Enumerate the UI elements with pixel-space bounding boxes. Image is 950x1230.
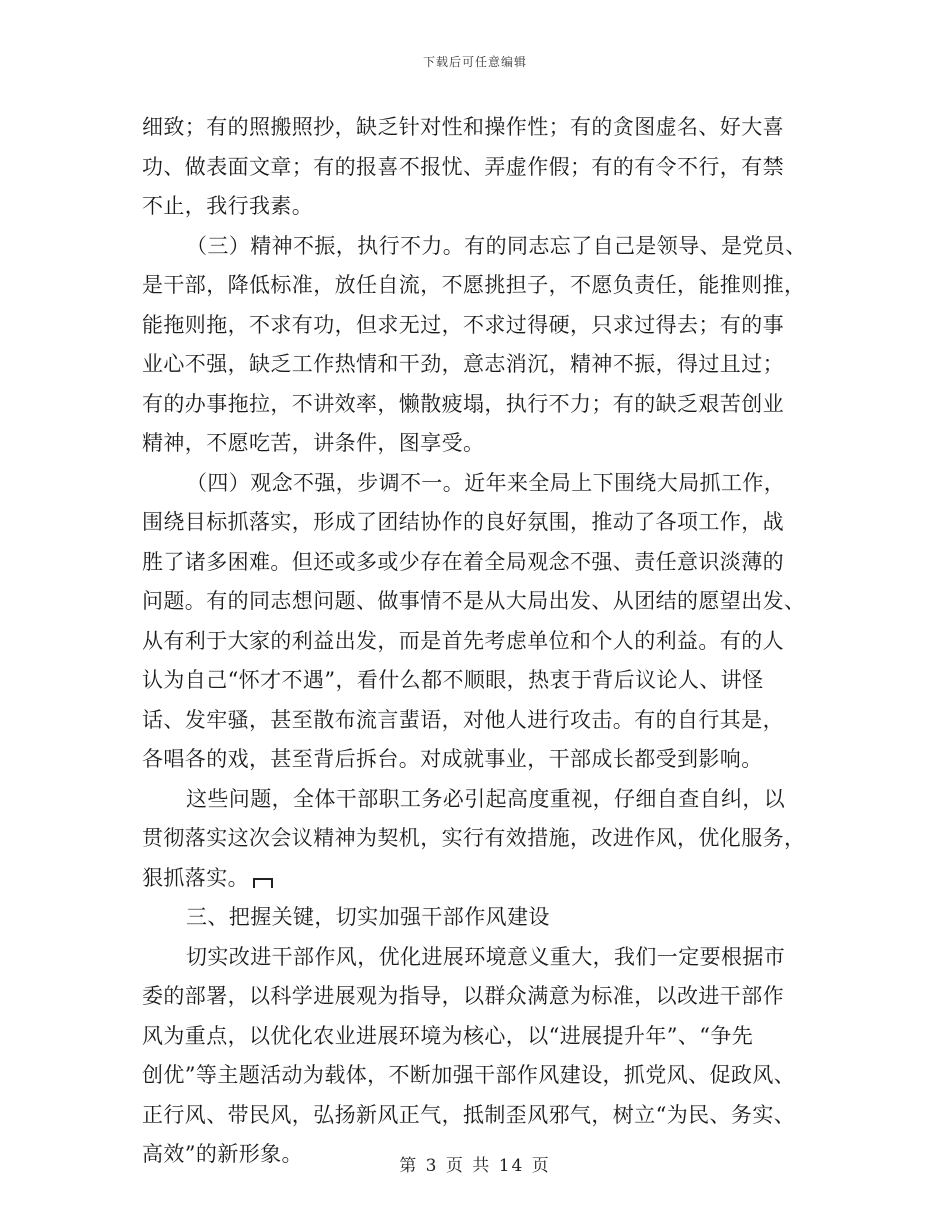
page-footer-number: 第 3 页 共 14 页 [399, 1156, 551, 1176]
text-line [142, 148, 812, 188]
text-line [142, 424, 812, 464]
text-line-content: （三）精神不振，执行不力。有的同志忘了自己是领导、是党员、 [186, 233, 807, 258]
text-line [142, 266, 812, 306]
text-line [142, 622, 812, 662]
text-line [142, 1096, 812, 1136]
edit-mark-icon [253, 878, 273, 888]
text-line [142, 582, 812, 622]
text-line [142, 345, 812, 385]
text-line-content: 贯彻落实这次会议精神为契机，实行有效措施，改进作风，优化服务， [142, 826, 806, 850]
text-line-content: 创优”等主题活动为载体，不断加强干部作风建设，抓党风、促政风、 [142, 1063, 796, 1087]
text-line [142, 108, 812, 148]
text-line [142, 187, 812, 227]
text-line-content: 高效”的新形象。 [142, 1142, 303, 1166]
text-line-content: 认为自己“怀才不遇”，看什么都不顺眼，热衷于背后议论人、讲怪 [142, 668, 764, 692]
text-line-content: 问题。有的同志想问题、做事情不是从大局出发、从团结的愿望出发、 [142, 589, 806, 613]
text-line [142, 938, 812, 978]
text-line [142, 1017, 812, 1057]
text-line-content: 话、发牢骚，甚至散布流言蜚语，对他人进行攻击。有的自行其是， [142, 707, 784, 732]
text-line-content: 风为重点，以优化农业进展环境为核心，以“进展提升年”、“争先 [142, 1023, 754, 1048]
text-line-content: 功、做表面文章；有的报喜不报忧、弄虚作假；有的有令不行，有禁 [142, 154, 784, 179]
text-line-content: 各唱各的戏，甚至背后拆台。对成就事业，干部成长都受到影响。 [142, 747, 763, 771]
text-line [142, 701, 812, 741]
body-text [142, 108, 812, 1175]
text-line-content: 细致；有的照搬照抄，缺乏针对性和操作性；有的贪图虚名、好大喜 [142, 115, 784, 139]
text-line-content: 三、把握关键，切实加强干部作风建设 [186, 905, 550, 929]
text-line [142, 227, 812, 267]
text-line-content: 委的部署，以科学进展观为指导，以群众满意为标准，以改进干部作 [142, 984, 784, 1008]
page-header-note: 下载后可任意编辑 [422, 55, 527, 69]
text-line [142, 503, 812, 543]
text-line-content: 切实改进干部作风，优化进展环境意义重大，我们一定要根据市 [186, 944, 786, 969]
text-line [142, 543, 812, 583]
text-line-content: 围绕目标抓落实，形成了团结协作的良好氛围，推动了各项工作，战 [142, 510, 784, 534]
text-line [142, 977, 812, 1017]
text-line-content: 不止，我行我素。 [142, 194, 314, 218]
text-line-content: 这些问题，全体干部职工务必引起高度重视，仔细自查自纠，以 [186, 786, 786, 811]
text-line-content: 精神，不愿吃苦，讲条件，图享受。 [142, 431, 485, 455]
text-line-content: （四）观念不强，步调不一。近年来全局上下围绕大局抓工作， [186, 470, 786, 495]
text-line-content: 正行风、带民风，弘扬新风正气，抵制歪风邪气，树立“为民、务实、 [142, 1102, 796, 1127]
text-line [142, 464, 812, 504]
text-line-content: 狠抓落实。 [142, 865, 249, 890]
text-line [142, 780, 812, 820]
text-line [142, 306, 812, 346]
text-line [142, 740, 812, 780]
text-line [142, 859, 812, 899]
text-line-content: 有的办事拖拉，不讲效率，懒散疲塌，执行不力；有的缺乏艰苦创业 [142, 391, 784, 416]
text-line [142, 819, 812, 859]
text-line [142, 1056, 812, 1096]
text-line [142, 898, 812, 938]
text-line [142, 385, 812, 425]
text-line-content: 胜了诸多困难。但还或多或少存在着全局观念不强、责任意识淡薄的 [142, 549, 784, 574]
text-line-content: 业心不强，缺乏工作热情和干劲，意志消沉，精神不振，得过且过； [142, 352, 784, 376]
text-line-content: 是干部，降低标准，放任自流，不愿挑担子，不愿负责任，能推则推， [142, 273, 806, 297]
text-line-content: 从有利于大家的利益出发，而是首先考虑单位和个人的利益。有的人 [142, 628, 784, 653]
text-line-content: 能拖则拖，不求有功，但求无过，不求过得硬，只求过得去；有的事 [142, 312, 784, 337]
text-line [142, 661, 812, 701]
